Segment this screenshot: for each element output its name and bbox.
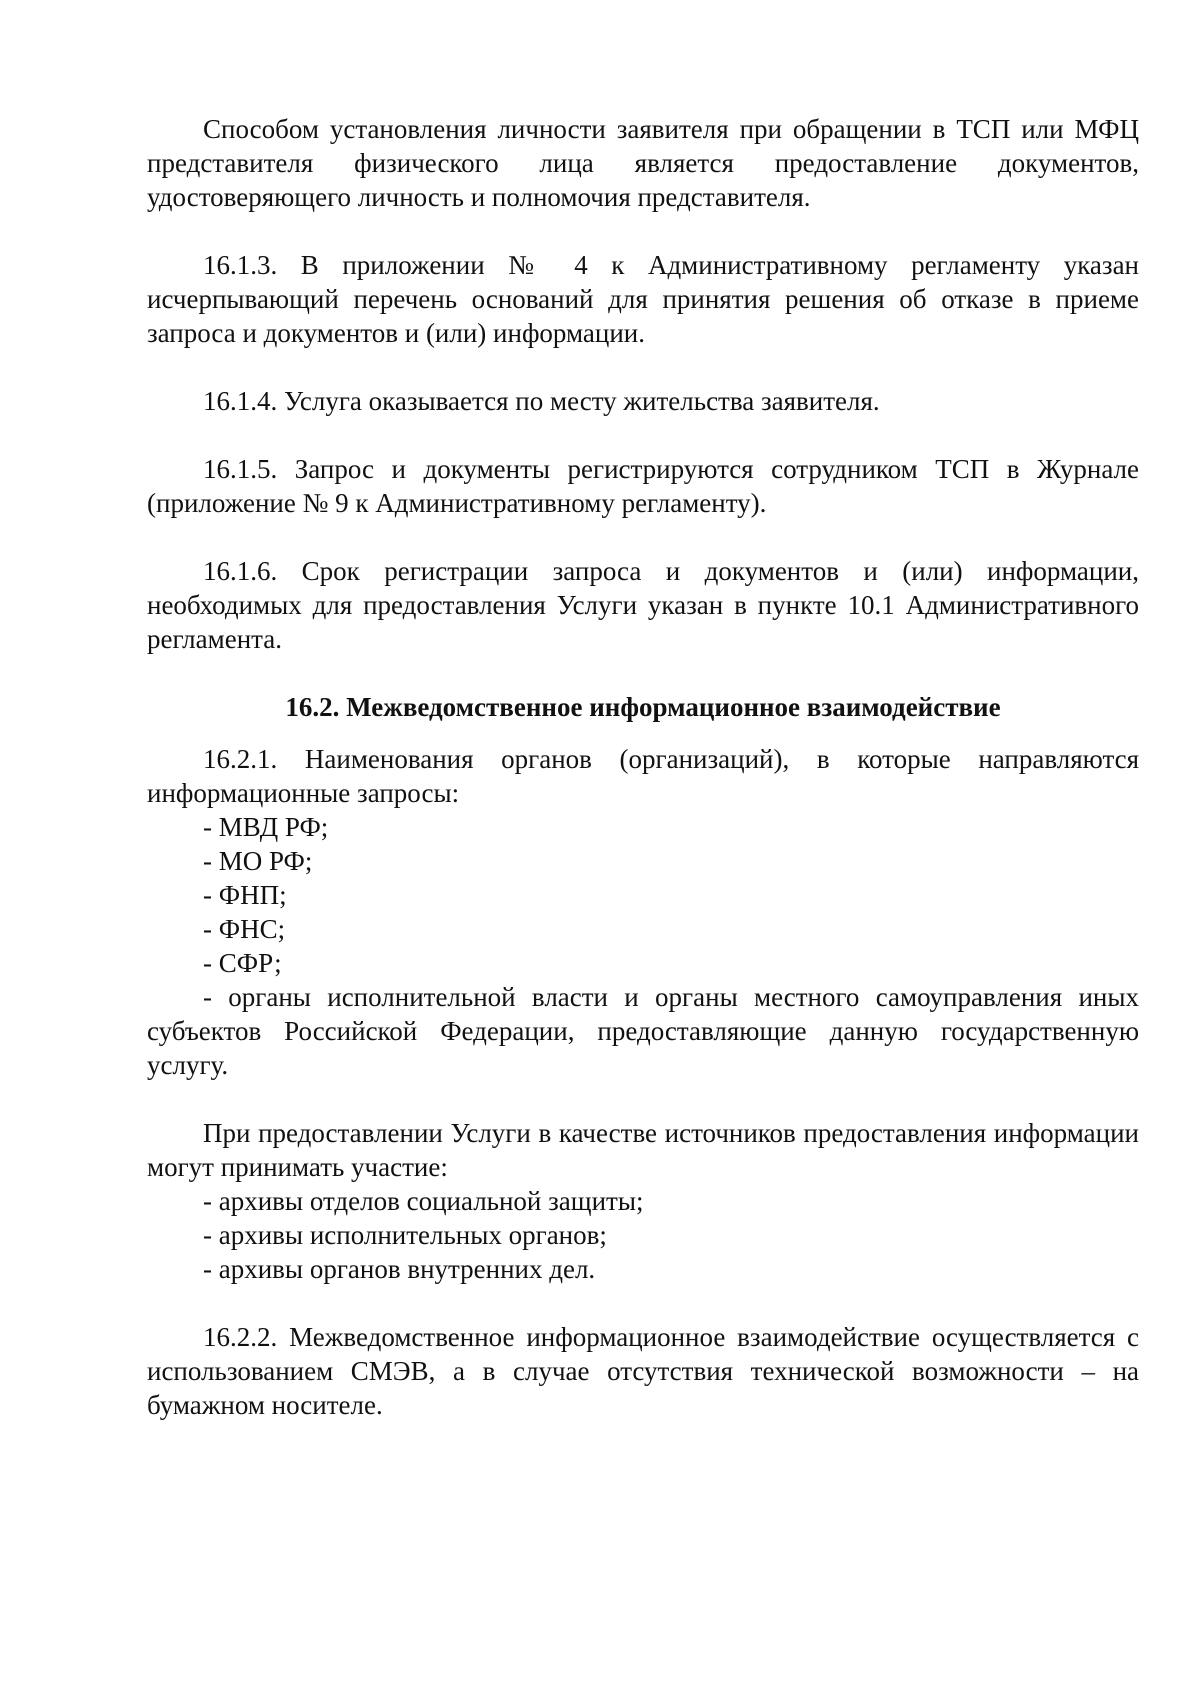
paragraph-16-2-1: 16.2.1. Наименования органов (организаций), в которые направляются информационные запросы:: [147, 744, 1139, 808]
paragraph-regional-authorities: - органы исполнительной власти и органы местного самоуправления иных субъектов Российской Федерации, предоставляющие данную государственную услугу.: [147, 982, 1139, 1080]
paragraph-16-1-6: 16.1.6. Срок регистрации запроса и документов и (или) информации, необходимых для предоставления Услуги указан в пункте 10.1 Административного регламента.: [147, 556, 1139, 654]
agency-list: [147, 810, 1139, 980]
paragraph-identification: Способом установления личности заявителя при обращении в ТСП или МФЦ представителя физического лица является предоставление документов, удостоверяющего личность и полномочия представителя.: [147, 114, 1139, 212]
paragraph-16-1-3: 16.1.3. В приложении № 4 к Административному регламенту указан исчерпывающий перечень оснований для принятия решения об отказе в приеме запроса и документов и (или) информации.: [147, 250, 1139, 348]
list-item: - архивы отделов социальной защиты;: [203, 1186, 644, 1216]
list-item: - ФНП;: [203, 880, 287, 910]
list-item: - архивы органов внутренних дел.: [203, 1254, 596, 1284]
paragraph-16-1-5: 16.1.5. Запрос и документы регистрируются сотрудником ТСП в Журнале (приложение № 9 к Административному регламенту).: [147, 454, 1139, 518]
list-item: - ФНС;: [203, 914, 286, 944]
document-page: [147, 112, 1139, 1422]
archive-list: [147, 1184, 1139, 1286]
list-item: - СФР;: [203, 948, 282, 978]
list-item: - архивы исполнительных органов;: [203, 1220, 607, 1250]
section-heading-16-2: 16.2. Межведомственное информационное взаимодействие: [285, 692, 1001, 722]
paragraph-information-sources: При предоставлении Услуги в качестве источников предоставления информации могут принимать участие:: [147, 1118, 1139, 1182]
list-item: - МО РФ;: [203, 846, 313, 876]
paragraph-16-1-4: 16.1.4. Услуга оказывается по месту жительства заявителя.: [203, 386, 880, 416]
paragraph-16-2-2: 16.2.2. Межведомственное информационное взаимодействие осуществляется с использованием СМЭВ, а в случае отсутствия технической возможности – на бумажном носителе.: [147, 1322, 1139, 1420]
list-item: - МВД РФ;: [203, 812, 329, 842]
